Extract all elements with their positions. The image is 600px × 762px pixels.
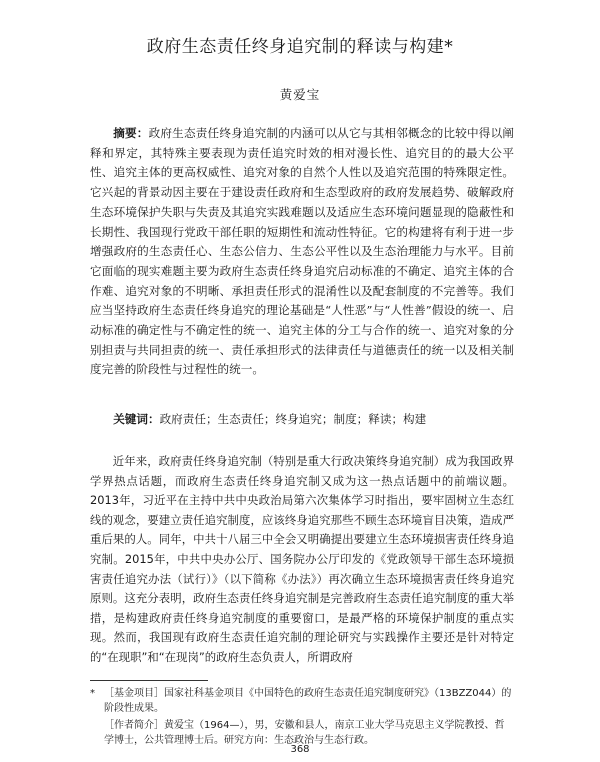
footnote-mark: *	[90, 688, 95, 699]
footnote-text: ［基金项目］国家社科基金项目《中国特色的政府生态责任追究制度研究》（13BZZ044）的阶段性成果。	[104, 688, 512, 715]
keywords-label: 关键词：	[113, 412, 160, 426]
keywords	[90, 410, 514, 430]
abstract	[90, 124, 514, 380]
footnote-funding	[90, 686, 514, 717]
author-name: 黄爱宝	[279, 87, 321, 102]
body-paragraph: 近年来，政府责任终身追究制（特别是重大行政决策终身追究制）成为我国政界学界热点话题，而政府生态责任终身追究制又成为这一热点话题中的前端议题。2013年，习近平在主持中共中央政治局第六次集体学习时指出，要牢固树立生态红线的观念，要建立责任追究制度，应该终身追究那些不顾生态环境盲目决策，造成严重后果的人。同年，中共十八届三中全会又明确提出要建立生态环境损害责任终身追究制。2015年，中共中央办公厅、国务院办公厅印发的《党政领导干部生态环境损害责任追究办法（试行）》（以下简称《办法》）再次确立生态环境损害责任终身追究原则。这充分表明，政府生态责任终身追究制是完善政府生态责任追究制度的重大举措，是构建政府责任终身追究制度的重要窗口，是最严格的环境保护制度的重点实现。然而，我国现有政府生态责任追究制的理论研究与实践操作主要还是针对特定的“在现职”和“在现岗”的政府生态负责人，所谓政府	[90, 454, 514, 664]
abstract-label: 摘要：	[113, 126, 149, 140]
abstract-text: 政府生态责任终身追究制的内涵可以从它与其相邻概念的比较中得以阐释和界定，其特殊主要表现为责任追究时效的相对漫长性、追究目的的最大公平性、追究主体的更高权威性、追究对象的自然个人性以及追究范围的特殊限定性。它兴起的背景动因主要在于建设责任政府和生态型政府的政府发展趋势、破解政府生态环境保护失职与失责及其追究实践难题以及适应生态环境问题显现的隐蔽性和长期性、我国现行党政干部任职的短期性和流动性特征。它的构建将有利于进一步增强政府的生态责任心、生态公信力、生态公平性以及生态治理能力与水平。目前它面临的现实难题主要为政府生态责任终身追究启动标准的不确定、追究主体的合作难、追究对象的不明晰、承担责任形式的混淆性以及配套制度的不完善等。我们应当坚持政府生态责任终身追究的理论基础是“人性恶”与“人性善”假设的统一、启动标准的确定性与不确定性的统一、追究主体的分工与合作的统一、追究对象的分别担责与共同担责的统一、责任承担形式的法律责任与道德责任的统一以及相关制度完善的阶段性与过程性的统一。	[90, 126, 514, 377]
keywords-text: 政府责任；生态责任；终身追究；制度；释读；构建	[159, 412, 427, 426]
footnote-text: ［作者简介］黄爱宝（1964—），男，安徽和县人，南京工业大学马克思主义学院教授、哲学博士，公共管理博士后。研究方向：生态政治与生态行政。	[104, 719, 505, 747]
footnotes	[90, 686, 514, 750]
footnote-divider	[90, 680, 208, 681]
paper-title: 政府生态责任终身追究制的释读与构建*	[146, 37, 454, 57]
page-number: 368	[290, 744, 310, 755]
